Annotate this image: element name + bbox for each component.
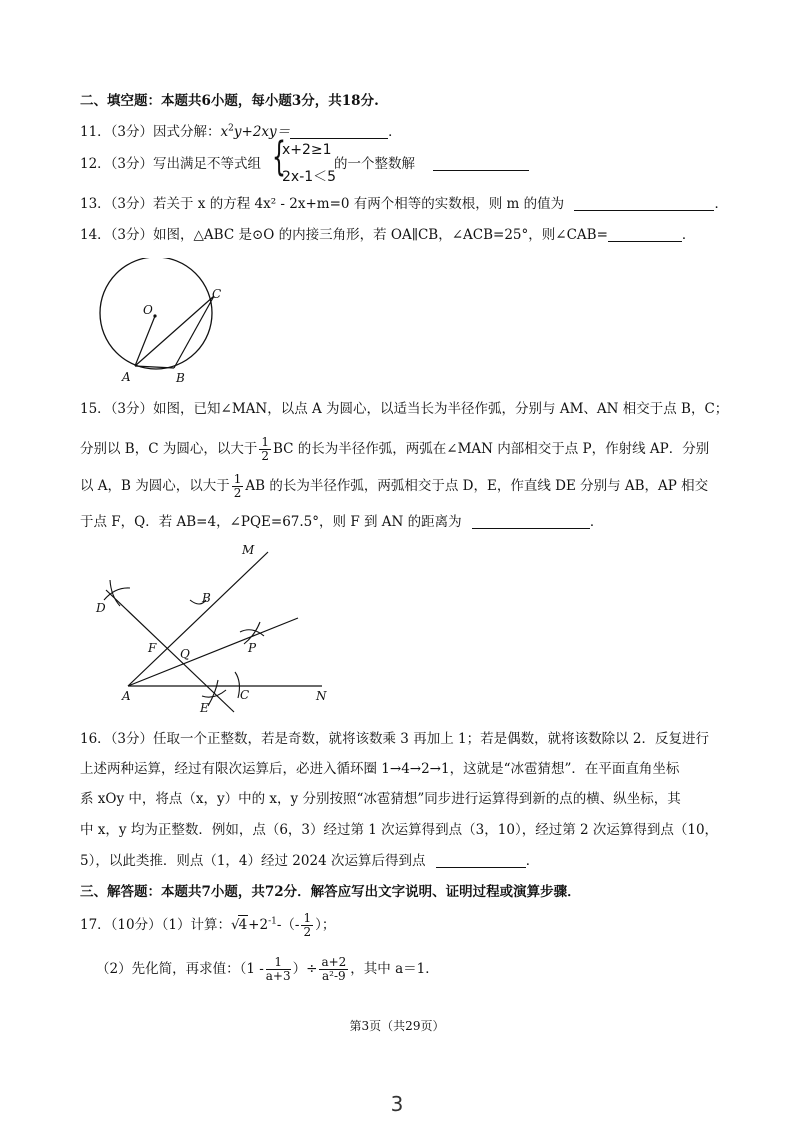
label-e: E — [200, 701, 209, 715]
question-16-line-5: 5），以此类推．则点（1，4）经过 2024 次运算后得到点 ． — [80, 853, 540, 869]
arc-e-2 — [208, 680, 218, 706]
fraction-1-over-a-plus-3: $\frac{1}{a+3}$ — [265, 955, 291, 983]
q12-row-2: 2x-1＜5 — [282, 169, 337, 185]
section-2-title: 二、填空题：本题共6小题，每小题3分，共18分. — [80, 93, 379, 109]
question-16-line-4: 中 x，y 均为正整数．例如，点（6，3）经过第 1 次运算得到点（3，10），经过第 2 次运算得到点（10， — [80, 822, 719, 838]
q12-row-1: x+2≥1 — [282, 142, 332, 158]
question-11: 11．（3分）因式分解：$x^2y+2xy=$ ． — [80, 123, 402, 140]
question-13: 13．（3分）若关于 x 的方程 4x² - 2x+m=0 有两个相等的实数根，则 m 的值为 ． — [80, 196, 728, 212]
label-b: B — [176, 371, 185, 385]
fraction-half: $\frac{1}{2}$ — [233, 472, 242, 500]
question-15-line-3: 以 A，B 为圆心，以大于 $\frac{1}{2}$ AB 的长为半径作弧，两弧相交于点 D，E，作直线 DE 分别与 AB，AP 相交 — [80, 472, 709, 500]
q11-expr-a: x — [220, 124, 229, 140]
page-footer: 第3页（共29页） — [349, 1019, 445, 1033]
question-17-part-1: 17．（10分）（1）计算：$√4+2^{-1}-(-$ $\frac{1}{2}$ ）； — [80, 911, 336, 939]
arc-d-1 — [104, 588, 130, 600]
figure-14-circle — [90, 258, 240, 388]
label-p: P — [248, 641, 257, 655]
brace-icon: { — [272, 134, 286, 180]
question-15-line-2: 分别以 B，C 为圆心，以大于 $\frac{1}{2}$ BC 的长为半径作弧，两弧在∠MAN 内部相交于点 P，作射线 AP．分别 — [80, 435, 710, 463]
label-q: Q — [180, 647, 190, 661]
center-dot — [153, 314, 156, 317]
figure-15-construction — [90, 540, 350, 720]
question-15-line-4: 于点 F，Q．若 AB=4，∠PQE=67.5°，则 F 到 AN 的距离为 ． — [80, 514, 604, 530]
label-n: N — [316, 689, 327, 703]
arc-c — [235, 672, 239, 698]
question-14: 14．（3分）如图，△ABC 是⊙O 的内接三角形，若 OA∥CB，∠ACB=25°，则∠CAB= ． — [80, 227, 696, 243]
q14-answer-blank[interactable] — [608, 227, 682, 242]
label-a: A — [122, 370, 131, 384]
question-16-line-3: 系 xOy 中，将点（x，y）中的 x，y 分别按照“冰雹猜想”同步进行运算得到新的点的横、纵坐标，其 — [80, 791, 681, 807]
label-m: M — [242, 543, 255, 557]
arc-p-1 — [240, 630, 264, 636]
sqrt-argument: 4 — [238, 917, 248, 933]
label-f: F — [148, 641, 157, 655]
q11-expr-b: y+2xy＝ — [233, 124, 291, 140]
question-16-line-1: 16．（3分）任取一个正整数，若是奇数，就将该数乘 3 再加上 1；若是偶数，就将该数除以 2．反复进行 — [80, 731, 709, 747]
circle-o — [100, 258, 212, 369]
section-3-title: 三、解答题：本题共7小题，共72分．解答应写出文字说明、证明过程或演算步骤． — [80, 884, 581, 900]
question-16-line-2: 上述两种运算，经过有限次运算后，必进入循环圈 1→4→2→1，这就是“冰雹猜想”．在平面直角坐标 — [80, 761, 680, 777]
ray-am — [128, 552, 268, 686]
label-d: D — [96, 601, 106, 615]
question-15-line-1: 15．（3分）如图，已知∠MAN，以点 A 为圆心，以适当长为半径作弧，分别与 AM、AN 相交于点 B，C； — [80, 401, 729, 417]
q15-answer-blank[interactable] — [472, 514, 590, 529]
label-o: O — [143, 303, 153, 317]
fraction-half: $\frac{1}{2}$ — [303, 911, 312, 939]
fraction-half: $\frac{1}{2}$ — [261, 435, 269, 463]
segment-oa — [135, 316, 155, 366]
q12-tail: 的一个整数解 — [334, 155, 529, 173]
sqrt-icon: √ — [230, 917, 240, 933]
q11-exponent: 2 — [228, 123, 234, 134]
label-c: C — [212, 287, 222, 301]
q13-answer-blank[interactable] — [574, 196, 714, 211]
page-number: 3 — [390, 1092, 404, 1116]
q11-answer-blank[interactable] — [290, 124, 388, 139]
q12-answer-blank[interactable] — [433, 156, 529, 171]
fraction-a-plus-2-over-a2-minus-9: $\frac{a+2}{\text{a²-9}}$ — [321, 955, 347, 983]
q11-label: 11．（3分）因式分解： — [80, 124, 221, 140]
q16-answer-blank[interactable] — [436, 853, 526, 868]
question-17-part-2: （2）先化简，再求值：（1 - $\frac{1}{a+3}$ ）÷ $\frac{a+2}{\text{a²-9}}$ ，其中 a＝1． — [96, 955, 439, 983]
label-b: B — [202, 591, 211, 605]
question-12-label: 12．（3分）写出满足不等式组 — [80, 156, 262, 172]
label-c: C — [240, 688, 250, 702]
label-a: A — [122, 689, 131, 703]
